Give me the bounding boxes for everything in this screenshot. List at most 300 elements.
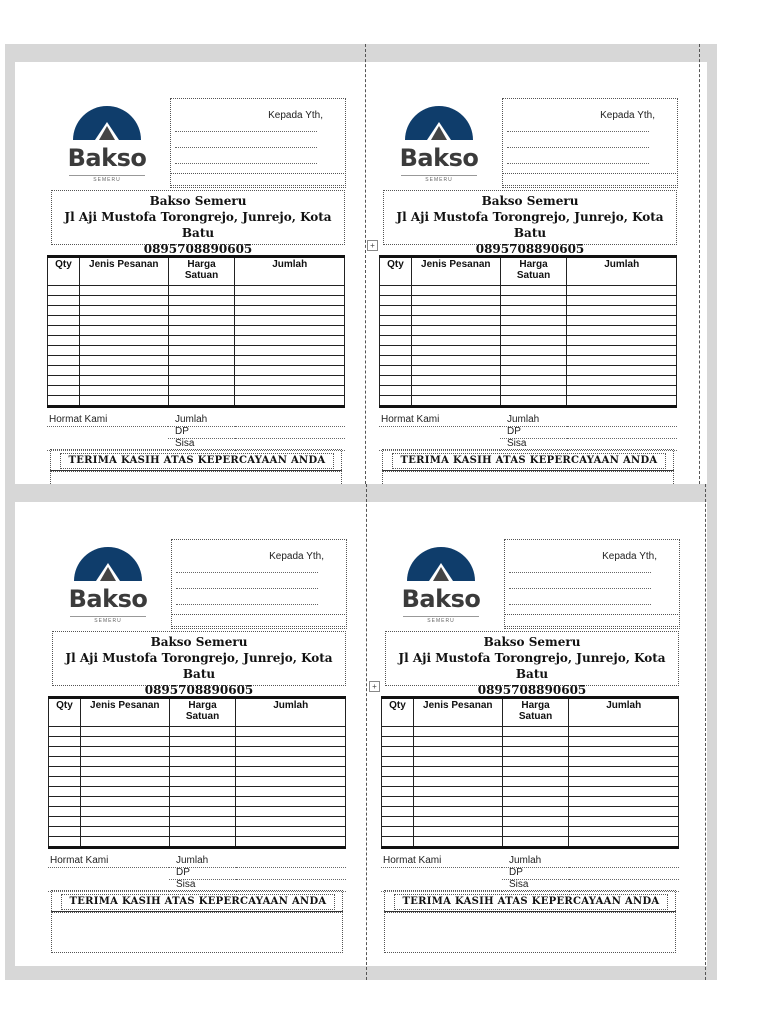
page-margin-line — [699, 44, 700, 484]
table-cell[interactable] — [567, 326, 677, 336]
table-cell[interactable] — [567, 366, 677, 376]
column-qty: Qty — [382, 698, 414, 727]
recipient-line — [175, 131, 317, 132]
table-cell[interactable] — [382, 787, 414, 797]
table-cell[interactable] — [169, 757, 236, 767]
table-cell[interactable] — [380, 366, 412, 376]
table-cell[interactable] — [168, 366, 235, 376]
table-cell[interactable] — [380, 346, 412, 356]
column-total: Jumlah — [567, 257, 677, 286]
table-cell[interactable] — [235, 306, 345, 316]
table-cell[interactable] — [382, 797, 414, 807]
table-cell[interactable] — [49, 797, 81, 807]
order-table — [381, 696, 679, 849]
table-cell[interactable] — [411, 326, 500, 336]
table-cell[interactable] — [236, 827, 346, 837]
table-cell[interactable] — [49, 757, 81, 767]
bottom-field — [382, 470, 674, 484]
signature-label: Hormat Kami — [383, 855, 442, 866]
cut-line — [365, 44, 366, 484]
table-row — [49, 737, 346, 747]
logo-subtitle: SEMERU — [401, 175, 477, 183]
footer-value-cell[interactable] — [569, 868, 679, 880]
table-cell[interactable] — [500, 316, 567, 326]
table-cell[interactable] — [413, 787, 502, 797]
column-qty: Qty — [49, 698, 81, 727]
table-cell[interactable] — [413, 767, 502, 777]
table-cell[interactable] — [500, 296, 567, 306]
table-cell[interactable] — [569, 837, 679, 848]
table-move-handle-icon[interactable]: + — [367, 240, 378, 251]
table-cell[interactable] — [49, 777, 81, 787]
table-cell[interactable] — [169, 787, 236, 797]
signature-label: Hormat Kami — [49, 414, 108, 425]
table-cell[interactable] — [500, 396, 567, 407]
table-row — [49, 777, 346, 787]
table-cell[interactable] — [567, 296, 677, 306]
table-cell[interactable] — [169, 767, 236, 777]
table-row — [382, 767, 679, 777]
table-cell[interactable] — [236, 727, 346, 737]
table-cell[interactable] — [380, 386, 412, 396]
table-row — [48, 306, 345, 316]
table-cell[interactable] — [413, 777, 502, 787]
column-price — [169, 698, 236, 727]
table-cell[interactable] — [502, 817, 569, 827]
table-row — [49, 807, 346, 817]
shop-phone: 0895708890605 — [477, 683, 587, 697]
column-price-line1: Harga — [521, 700, 550, 711]
table-cell[interactable] — [567, 336, 677, 346]
table-cell[interactable] — [168, 396, 235, 407]
table-cell[interactable] — [168, 346, 235, 356]
table-row — [48, 376, 345, 386]
table-cell[interactable] — [502, 777, 569, 787]
footer-remaining-label: Sisa — [176, 879, 196, 890]
table-cell[interactable] — [236, 797, 346, 807]
table-cell[interactable] — [502, 787, 569, 797]
table-cell[interactable] — [500, 356, 567, 366]
table-cell[interactable] — [502, 757, 569, 767]
table-cell[interactable] — [413, 827, 502, 837]
table-cell[interactable] — [80, 767, 169, 777]
table-cell[interactable] — [569, 777, 679, 787]
table-cell[interactable] — [502, 807, 569, 817]
table-cell[interactable] — [380, 376, 412, 386]
recipient-extra-field[interactable] — [502, 173, 678, 188]
table-cell[interactable] — [236, 807, 346, 817]
table-cell[interactable] — [411, 366, 500, 376]
table-cell[interactable] — [48, 396, 80, 407]
table-row — [380, 366, 677, 376]
footer-value-cell[interactable] — [236, 868, 346, 880]
table-cell[interactable] — [80, 747, 169, 757]
receipt-top-left — [47, 66, 347, 476]
footer-total-label: Jumlah — [176, 855, 209, 866]
table-cell[interactable] — [500, 346, 567, 356]
table-cell[interactable] — [413, 737, 502, 747]
table-cell[interactable] — [569, 727, 679, 737]
table-cell[interactable] — [411, 296, 500, 306]
table-cell[interactable] — [80, 777, 169, 787]
table-cell[interactable] — [235, 316, 345, 326]
table-cell[interactable] — [500, 376, 567, 386]
table-cell[interactable] — [168, 306, 235, 316]
table-cell[interactable] — [411, 356, 500, 366]
table-cell[interactable] — [411, 376, 500, 386]
table-cell[interactable] — [235, 286, 345, 296]
table-cell[interactable] — [48, 326, 80, 336]
table-cell[interactable] — [500, 386, 567, 396]
table-cell[interactable] — [168, 386, 235, 396]
table-cell[interactable] — [236, 817, 346, 827]
table-cell[interactable] — [502, 737, 569, 747]
table-cell[interactable] — [79, 346, 168, 356]
table-row — [380, 396, 677, 407]
logo-wordmark: Bakso — [399, 144, 479, 172]
table-cell[interactable] — [380, 286, 412, 296]
table-cell[interactable] — [80, 797, 169, 807]
table-cell[interactable] — [567, 396, 677, 407]
recipient-line — [509, 604, 651, 605]
table-row — [48, 286, 345, 296]
order-table — [47, 255, 345, 408]
table-row — [382, 747, 679, 757]
table-cell[interactable] — [569, 807, 679, 817]
table-cell[interactable] — [235, 296, 345, 306]
table-cell[interactable] — [236, 837, 346, 848]
table-row — [49, 727, 346, 737]
table-cell[interactable] — [235, 376, 345, 386]
table-cell[interactable] — [500, 326, 567, 336]
table-move-handle-icon[interactable]: + — [369, 681, 380, 692]
footer-value-cell[interactable] — [567, 415, 677, 427]
bottom-field — [50, 470, 342, 484]
table-row — [380, 306, 677, 316]
table-cell[interactable] — [168, 296, 235, 306]
table-cell[interactable] — [413, 807, 502, 817]
receipt-bottom-left — [48, 507, 348, 917]
table-cell[interactable] — [236, 747, 346, 757]
table-cell[interactable] — [382, 777, 414, 787]
recipient-label: Kepada Yth, — [269, 551, 324, 562]
table-cell[interactable] — [48, 376, 80, 386]
table-cell[interactable] — [382, 827, 414, 837]
table-cell[interactable] — [413, 757, 502, 767]
table-cell[interactable] — [49, 827, 81, 837]
table-cell[interactable] — [48, 316, 80, 326]
table-cell[interactable] — [567, 356, 677, 366]
table-cell[interactable] — [168, 286, 235, 296]
table-cell[interactable] — [380, 306, 412, 316]
footer-total-label: Jumlah — [175, 414, 208, 425]
table-cell[interactable] — [79, 396, 168, 407]
table-cell[interactable] — [567, 316, 677, 326]
table-cell[interactable] — [49, 747, 81, 757]
cut-line — [366, 484, 367, 980]
table-cell[interactable] — [79, 336, 168, 346]
table-row — [382, 807, 679, 817]
table-cell[interactable] — [49, 737, 81, 747]
logo-wordmark: Bakso — [68, 585, 148, 613]
table-cell[interactable] — [236, 737, 346, 747]
table-cell[interactable] — [502, 837, 569, 848]
table-cell[interactable] — [411, 316, 500, 326]
table-cell[interactable] — [80, 787, 169, 797]
table-row — [48, 326, 345, 336]
table-cell[interactable] — [502, 767, 569, 777]
table-cell[interactable] — [380, 326, 412, 336]
table-cell[interactable] — [80, 727, 169, 737]
bakso-logo — [55, 96, 159, 186]
table-cell[interactable] — [411, 286, 500, 296]
receipt-top-right — [379, 66, 679, 476]
table-cell[interactable] — [235, 356, 345, 366]
column-price — [168, 257, 235, 286]
table-cell[interactable] — [411, 346, 500, 356]
table-cell[interactable] — [48, 296, 80, 306]
table-cell[interactable] — [500, 366, 567, 376]
table-cell[interactable] — [569, 767, 679, 777]
table-row — [380, 386, 677, 396]
table-cell[interactable] — [502, 797, 569, 807]
table-cell[interactable] — [382, 807, 414, 817]
table-cell[interactable] — [236, 777, 346, 787]
table-cell[interactable] — [168, 336, 235, 346]
column-price-line2: Satuan — [516, 270, 551, 281]
footer-total-label: Jumlah — [509, 855, 542, 866]
table-cell[interactable] — [236, 767, 346, 777]
table-cell[interactable] — [569, 747, 679, 757]
table-row — [49, 787, 346, 797]
recipient-line — [176, 572, 318, 573]
recipient-line — [175, 147, 317, 148]
signature-label: Hormat Kami — [381, 414, 440, 425]
table-row — [48, 356, 345, 366]
column-total: Jumlah — [569, 698, 679, 727]
table-cell[interactable] — [413, 727, 502, 737]
logo-subtitle: SEMERU — [403, 616, 479, 624]
recipient-line — [176, 588, 318, 589]
table-cell[interactable] — [169, 727, 236, 737]
table-cell[interactable] — [49, 767, 81, 777]
table-cell[interactable] — [49, 787, 81, 797]
table-cell[interactable] — [235, 386, 345, 396]
table-cell[interactable] — [569, 797, 679, 807]
logo-subtitle: SEMERU — [70, 616, 146, 624]
table-row — [49, 757, 346, 767]
table-cell[interactable] — [235, 336, 345, 346]
shop-address: Jl Aji Mustofa Torongrejo, Junrejo, Kota Batu — [65, 651, 333, 681]
thanks-message: TERIMA KASIH ATAS KEPERCAYAAN ANDA — [392, 453, 666, 469]
page-margin-line — [705, 484, 706, 980]
table-cell[interactable] — [382, 817, 414, 827]
column-qty: Qty — [48, 257, 80, 286]
logo-subtitle: SEMERU — [69, 175, 145, 183]
recipient-line — [175, 163, 317, 164]
bottom-field — [384, 911, 676, 953]
table-cell[interactable] — [79, 326, 168, 336]
table-cell[interactable] — [169, 797, 236, 807]
table-cell[interactable] — [567, 376, 677, 386]
table-cell[interactable] — [169, 737, 236, 747]
table-cell[interactable] — [48, 366, 80, 376]
column-item: Jenis Pesanan — [413, 698, 502, 727]
shop-address: Jl Aji Mustofa Torongrejo, Junrejo, Kota Batu — [64, 210, 332, 240]
table-cell[interactable] — [80, 827, 169, 837]
footer-dp-label: DP — [176, 867, 190, 878]
table-cell[interactable] — [79, 366, 168, 376]
table-cell[interactable] — [79, 306, 168, 316]
thanks-message: TERIMA KASIH ATAS KEPERCAYAAN ANDA — [61, 894, 335, 910]
recipient-line — [509, 588, 651, 589]
table-cell[interactable] — [411, 396, 500, 407]
footer-value-cell[interactable] — [567, 427, 677, 439]
table-cell[interactable] — [382, 747, 414, 757]
table-cell[interactable] — [567, 306, 677, 316]
table-cell[interactable] — [236, 787, 346, 797]
table-cell[interactable] — [413, 837, 502, 848]
table-cell[interactable] — [48, 386, 80, 396]
table-cell[interactable] — [79, 376, 168, 386]
table-cell[interactable] — [500, 306, 567, 316]
table-cell[interactable] — [413, 797, 502, 807]
thanks-box — [382, 449, 674, 472]
table-cell[interactable] — [382, 767, 414, 777]
table-cell[interactable] — [48, 336, 80, 346]
table-cell[interactable] — [48, 286, 80, 296]
footer-dp-label: DP — [509, 867, 523, 878]
table-cell[interactable] — [567, 386, 677, 396]
shop-name: Bakso Semeru — [150, 635, 248, 649]
table-cell[interactable] — [567, 346, 677, 356]
table-cell[interactable] — [380, 316, 412, 326]
table-cell[interactable] — [502, 747, 569, 757]
table-row — [382, 777, 679, 787]
recipient-extra-field[interactable] — [504, 614, 680, 629]
table-cell[interactable] — [80, 807, 169, 817]
shop-phone: 0895708890605 — [475, 242, 585, 256]
table-cell[interactable] — [502, 727, 569, 737]
table-cell[interactable] — [79, 296, 168, 306]
table-cell[interactable] — [235, 346, 345, 356]
table-cell[interactable] — [411, 306, 500, 316]
table-cell[interactable] — [500, 286, 567, 296]
footer-value-cell[interactable] — [235, 415, 345, 427]
table-row — [48, 296, 345, 306]
table-cell[interactable] — [569, 827, 679, 837]
table-cell[interactable] — [79, 386, 168, 396]
table-row — [380, 376, 677, 386]
table-row — [380, 286, 677, 296]
table-cell[interactable] — [382, 737, 414, 747]
order-table — [48, 696, 346, 849]
table-cell[interactable] — [235, 366, 345, 376]
footer-value-cell[interactable] — [235, 427, 345, 439]
table-cell[interactable] — [169, 807, 236, 817]
table-cell[interactable] — [413, 817, 502, 827]
table-cell[interactable] — [413, 747, 502, 757]
footer-value-cell[interactable] — [569, 856, 679, 868]
table-cell[interactable] — [502, 827, 569, 837]
table-cell[interactable] — [169, 777, 236, 787]
table-row — [380, 326, 677, 336]
table-row — [49, 797, 346, 807]
footer-value-cell[interactable] — [236, 856, 346, 868]
table-cell[interactable] — [79, 356, 168, 366]
table-cell[interactable] — [382, 837, 414, 848]
table-cell[interactable] — [569, 737, 679, 747]
table-cell[interactable] — [49, 837, 81, 848]
shop-info — [383, 190, 677, 256]
table-row — [49, 747, 346, 757]
table-cell[interactable] — [567, 286, 677, 296]
column-price-line2: Satuan — [184, 270, 219, 281]
table-cell[interactable] — [49, 817, 81, 827]
table-cell[interactable] — [411, 336, 500, 346]
table-cell[interactable] — [569, 787, 679, 797]
table-cell[interactable] — [235, 396, 345, 407]
table-cell[interactable] — [79, 316, 168, 326]
table-cell[interactable] — [380, 356, 412, 366]
table-cell[interactable] — [168, 356, 235, 366]
table-cell[interactable] — [49, 727, 81, 737]
thanks-box — [51, 890, 343, 913]
table-cell[interactable] — [48, 306, 80, 316]
column-price — [502, 698, 569, 727]
table-cell[interactable] — [168, 376, 235, 386]
table-cell[interactable] — [169, 747, 236, 757]
recipient-extra-field[interactable] — [171, 614, 347, 629]
table-cell[interactable] — [79, 286, 168, 296]
table-cell[interactable] — [169, 817, 236, 827]
recipient-extra-field[interactable] — [170, 173, 346, 188]
shop-address: Jl Aji Mustofa Torongrejo, Junrejo, Kota Batu — [398, 651, 666, 681]
table-cell[interactable] — [236, 757, 346, 767]
table-cell[interactable] — [382, 757, 414, 767]
table-cell[interactable] — [168, 326, 235, 336]
bottom-field — [51, 911, 343, 953]
table-cell[interactable] — [168, 316, 235, 326]
table-cell[interactable] — [569, 757, 679, 767]
table-cell[interactable] — [380, 296, 412, 306]
table-cell[interactable] — [382, 727, 414, 737]
table-row — [49, 837, 346, 848]
table-cell[interactable] — [380, 336, 412, 346]
table-cell[interactable] — [49, 807, 81, 817]
table-cell[interactable] — [235, 326, 345, 336]
table-cell[interactable] — [411, 386, 500, 396]
table-cell[interactable] — [80, 817, 169, 827]
signature-label: Hormat Kami — [50, 855, 109, 866]
table-cell[interactable] — [48, 356, 80, 366]
table-cell[interactable] — [569, 817, 679, 827]
footer-dp-label: DP — [507, 426, 521, 437]
table-cell[interactable] — [48, 346, 80, 356]
table-cell[interactable] — [80, 737, 169, 747]
recipient-line — [507, 163, 649, 164]
table-cell[interactable] — [500, 336, 567, 346]
table-row — [382, 797, 679, 807]
table-row — [382, 787, 679, 797]
table-cell[interactable] — [169, 827, 236, 837]
table-cell[interactable] — [169, 837, 236, 848]
table-row — [382, 737, 679, 747]
table-cell[interactable] — [80, 757, 169, 767]
table-cell[interactable] — [80, 837, 169, 848]
column-price-line1: Harga — [187, 259, 216, 270]
table-cell[interactable] — [380, 396, 412, 407]
